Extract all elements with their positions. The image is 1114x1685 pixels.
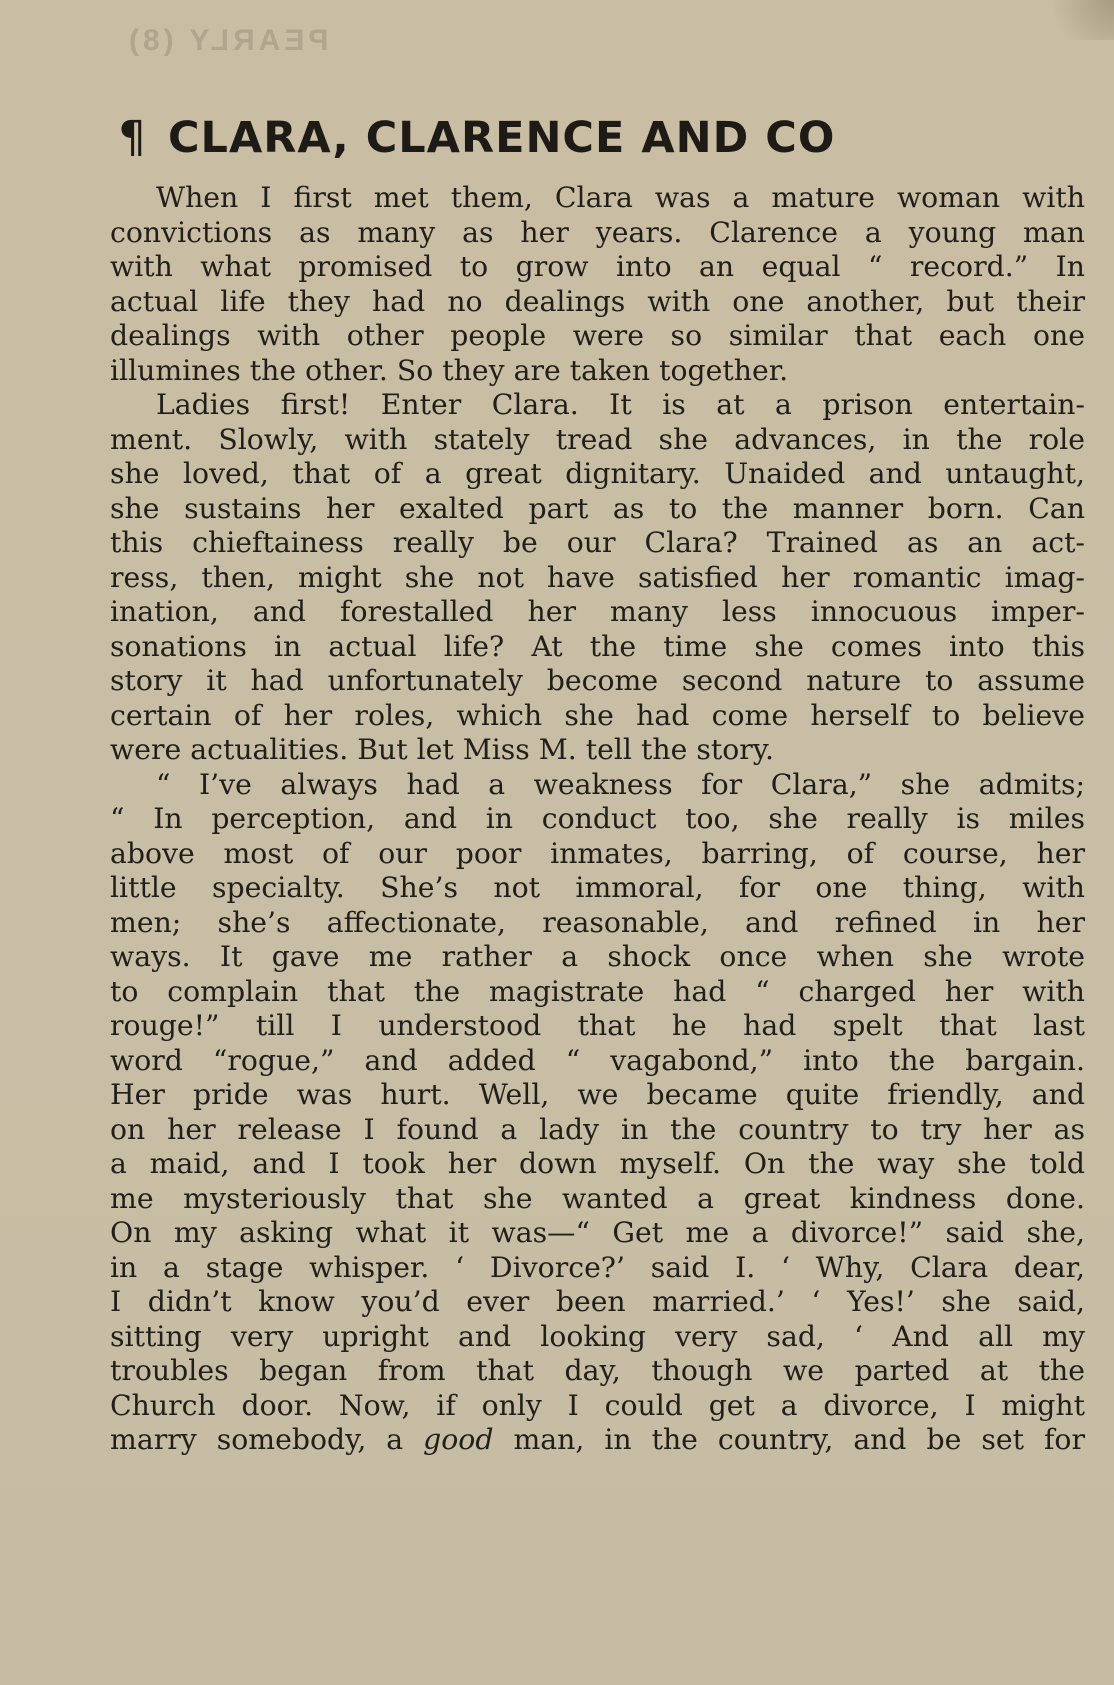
text-line: story it had unfortunately become second nature to assume: [110, 664, 1085, 697]
text-line: I didn’t know you’d ever been married.’ ‘ Yes!’ she said,: [110, 1285, 1085, 1318]
text-line: On my asking what it was—“ Get me a divorce!” said she,: [110, 1216, 1085, 1249]
text-line: this chieftainess really be our Clara? Trained as an act-: [110, 526, 1085, 559]
text-line: dealings with other people were so similar that each one: [110, 319, 1085, 352]
text-line: a maid, and I took her down myself. On the way she told: [110, 1147, 1085, 1180]
text-line: she loved, that of a great dignitary. Unaided and untaught,: [110, 457, 1085, 490]
text-line: ination, and forestalled her many less innocuous imper-: [110, 595, 1085, 628]
text-line: to complain that the magistrate had “ charged her with: [110, 974, 1085, 1008]
text-line: sonations in actual life? At the time she comes into this: [110, 629, 1085, 663]
text-line: “ I’ve always had a weakness for Clara,” she admits;: [156, 767, 1085, 801]
text-line: she sustains her exalted part as to the manner born. Can: [110, 491, 1085, 525]
text-line: ment. Slowly, with stately tread she advances, in the role: [110, 422, 1085, 456]
show-through-running-head: PEARLY (8): [125, 24, 329, 57]
pilcrow-mark: ¶: [118, 112, 146, 163]
text-line: Ladies first! Enter Clara. It is at a prison entertain-: [156, 388, 1085, 421]
text-line: me mysteriously that she wanted a great kindness done.: [110, 1181, 1085, 1215]
text-line: little specialty. She’s not immoral, for one thing, with: [110, 871, 1085, 904]
chapter-title: CLARA, CLARENCE AND CO: [168, 112, 836, 163]
chapter-heading: [118, 108, 835, 168]
text-line: in a stage whisper. ‘ Divorce?’ said I. ‘ Why, Clara dear,: [110, 1250, 1085, 1284]
text-line: men; she’s affectionate, reasonable, and refined in her: [110, 905, 1085, 939]
emphasis: good: [423, 1423, 494, 1456]
text-line: rouge!” till I understood that he had spelt that last: [110, 1009, 1085, 1042]
text-line: “ In perception, and in conduct too, she really is miles: [110, 802, 1085, 835]
text-line: ways. It gave me rather a shock once when she wrote: [110, 940, 1085, 973]
text-line: marry somebody, a good man, in the country, and be set for: [110, 1423, 1085, 1456]
text-line: When I first met them, Clara was a mature woman with: [156, 181, 1085, 214]
text-line: on her release I found a lady in the country to try her as: [110, 1112, 1085, 1146]
text-line: sitting very upright and looking very sad, ‘ And all my: [110, 1319, 1085, 1353]
text-line: ress, then, might she not have satisfied her romantic imag-: [110, 560, 1085, 594]
text-line: troubles began from that day, though we parted at the: [110, 1354, 1085, 1387]
text-line: were actualities. But let Miss M. tell the story.: [110, 733, 774, 766]
text-line: above most of our poor inmates, barring, of course, her: [110, 836, 1085, 870]
text-line: illumines the other. So they are taken together.: [110, 353, 789, 387]
page-corner-stain: [1034, 0, 1114, 40]
text-line: actual life they had no dealings with one another, but their: [110, 284, 1085, 318]
text-line: word “rogue,” and added “ vagabond,” into the bargain.: [110, 1043, 1085, 1077]
body-text: [110, 181, 1085, 1458]
text-line: Her pride was hurt. Well, we became quite friendly, and: [110, 1078, 1085, 1111]
text-line: Church door. Now, if only I could get a divorce, I might: [110, 1388, 1085, 1422]
text-line: convictions as many as her years. Clarence a young man: [110, 215, 1085, 249]
text-line: certain of her roles, which she had come herself to believe: [110, 698, 1085, 732]
text-line: with what promised to grow into an equal “ record.” In: [110, 250, 1085, 283]
